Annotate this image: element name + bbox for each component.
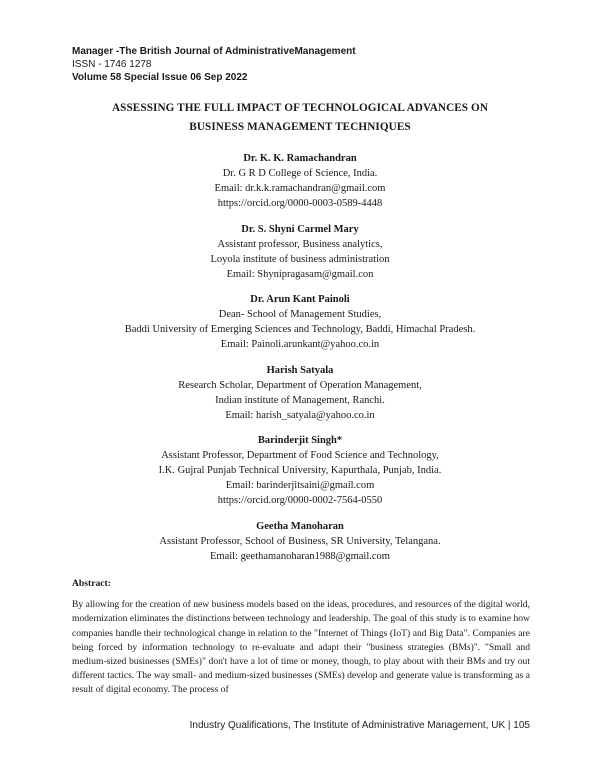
- author-orcid: https://orcid.org/0000-0002-7564-0550: [217, 495, 383, 506]
- author-email: Email: harish_satyala@yahoo.co.in: [225, 409, 375, 421]
- author-affiliation: Dr. G R D College of Science, India.: [222, 168, 378, 179]
- author-affiliation: Assistant professor, Business analytics,: [217, 238, 383, 250]
- author-name: Geetha Manoharan: [256, 520, 344, 532]
- author-block: [40, 292, 560, 352]
- author-name: Harish Satyala: [266, 364, 334, 376]
- title-line: BUSINESS MANAGEMENT TECHNIQUES: [189, 121, 411, 133]
- page-footer: Industry Qualifications, The Institute of Administrative Management, UK | 105: [189, 720, 530, 731]
- author-affiliation: Indian institute of Management, Ranchi.: [215, 394, 385, 406]
- author-affiliation: Loyola institute of business administration: [210, 253, 390, 265]
- paper-title: [60, 99, 540, 137]
- author-orcid: https://orcid.org/0000-0003-0589-4448: [217, 198, 383, 209]
- author-block: [40, 222, 560, 282]
- author-email: Email: Shynipragasam@gmail.con: [226, 268, 374, 280]
- author-name: Barinderjit Singh*: [257, 435, 343, 446]
- author-name: Dr. S. Shyni Carmel Mary: [241, 223, 359, 235]
- author-email: Email: dr.k.k.ramachandran@gmail.com: [214, 183, 386, 194]
- author-affiliation: Dean- School of Management Studies,: [218, 309, 382, 320]
- author-email: Email: geethamanoharan1988@gmail.com: [210, 550, 390, 562]
- author-block: [40, 363, 560, 423]
- abstract-heading: Abstract:: [72, 578, 111, 589]
- author-affiliation: Assistant Professor, School of Business, SR University, Telangana.: [159, 535, 441, 547]
- issn: ISSN - 1746 1278: [72, 59, 152, 70]
- abstract-section: [72, 577, 530, 698]
- author-list: [40, 151, 560, 574]
- author-affiliation: I.K. Gujral Punjab Technical University, Kapurthala, Punjab, India.: [158, 465, 442, 476]
- author-block: [40, 519, 560, 564]
- journal-header: [72, 45, 356, 84]
- author-name: Dr. K. K. Ramachandran: [243, 153, 357, 164]
- author-block: [40, 151, 560, 211]
- journal-name: Manager -The British Journal of AdministrativeManagement: [72, 46, 356, 57]
- volume-issue: Volume 58 Special Issue 06 Sep 2022: [72, 72, 248, 83]
- author-name: Dr. Arun Kant Painoli: [250, 294, 350, 305]
- abstract-body: By allowing for the creation of new business models based on the ideas, procedures, and resources of the digital world, modernization eliminates the distinctions between technology and leadership. The goal of this study is to examine how companies handle their technological change in relation to the "Internet of Things (IoT) and Big Data". Companies are being forced by information technology to re-evaluate and adapt their "business strategies (BMs)". "Small and medium-sized businesses (SMEs)" don't have a lot of time or money, though, to play about with their BMs and try out different tactics. The way small- and medium-sized businesses (SMEs) develop and generate value is transforming as a result of digital economy. The process of: [72, 599, 530, 696]
- author-email: Email: barinderjitsaini@gmail.com: [225, 480, 375, 491]
- title-line: ASSESSING THE FULL IMPACT OF TECHNOLOGICAL ADVANCES ON: [111, 102, 489, 114]
- author-email: Email: Painoli.arunkant@yahoo.co.in: [220, 339, 380, 350]
- author-block: [40, 433, 560, 508]
- author-affiliation: Assistant Professor, Department of Food Science and Technology,: [161, 450, 439, 461]
- author-affiliation: Research Scholar, Department of Operation Management,: [178, 379, 422, 391]
- author-affiliation: Baddi University of Emerging Sciences and Technology, Baddi, Himachal Pradesh.: [124, 324, 476, 335]
